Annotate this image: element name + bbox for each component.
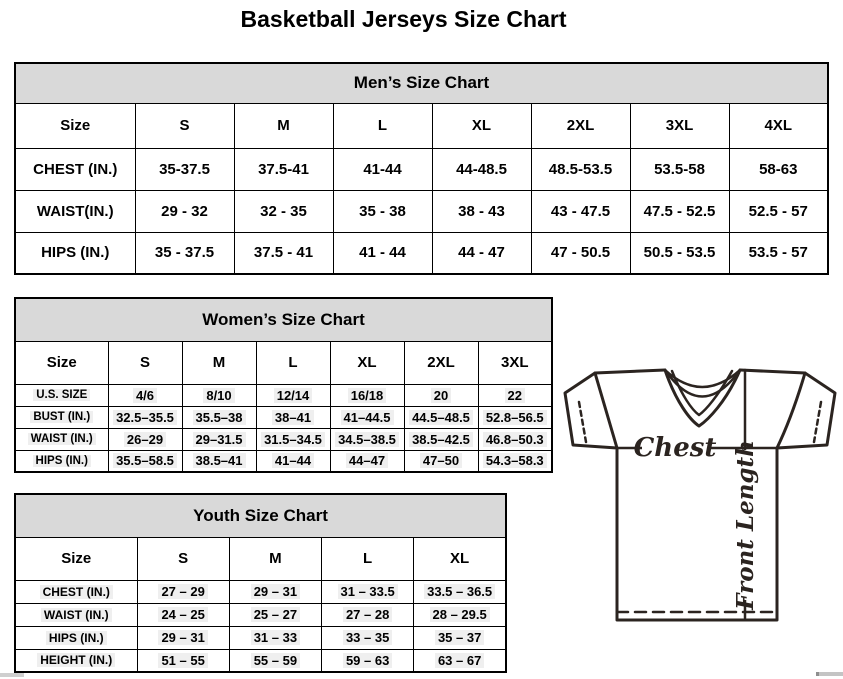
women-column-header: L bbox=[256, 341, 330, 384]
size-value: 29 - 32 bbox=[161, 202, 208, 220]
size-value: 35 – 37 bbox=[435, 630, 484, 645]
row-label-cell bbox=[15, 148, 135, 190]
size-value-cell bbox=[478, 384, 552, 406]
size-value: 28 – 29.5 bbox=[430, 607, 490, 622]
size-value-cell bbox=[330, 428, 404, 450]
women-column-header: S bbox=[108, 341, 182, 384]
size-value-cell bbox=[630, 148, 729, 190]
youth-column-header: M bbox=[229, 537, 321, 580]
men-column-header: 4XL bbox=[729, 103, 828, 148]
mens-size-chart-table bbox=[14, 62, 829, 275]
size-value: 12/14 bbox=[274, 388, 313, 403]
size-value: 38–41 bbox=[272, 410, 314, 425]
sleeve-stitch-left bbox=[579, 402, 586, 442]
youth-size-chart-table bbox=[14, 493, 507, 673]
youth-column-header: S bbox=[137, 537, 229, 580]
size-value: 41-44 bbox=[363, 160, 402, 178]
men-column-header: S bbox=[135, 103, 234, 148]
size-value: 35 - 38 bbox=[359, 202, 406, 220]
size-value: 54.3–58.3 bbox=[483, 453, 547, 468]
size-value: 52.8–56.5 bbox=[483, 410, 547, 425]
size-value: 41–44 bbox=[272, 453, 314, 468]
size-value: 48.5-53.5 bbox=[548, 160, 613, 178]
table-row bbox=[15, 626, 506, 649]
size-value: 44-48.5 bbox=[456, 160, 507, 178]
size-value-cell bbox=[404, 384, 478, 406]
size-value: 25 – 27 bbox=[251, 607, 300, 622]
size-value-cell bbox=[478, 406, 552, 428]
size-value: 35.5–58.5 bbox=[113, 453, 177, 468]
size-value-cell bbox=[630, 190, 729, 232]
row-label: HIPS (IN.) bbox=[33, 455, 91, 467]
men-column-header: M bbox=[234, 103, 333, 148]
scrollbar-fragment-right bbox=[816, 672, 843, 676]
row-label: CHEST (IN.) bbox=[33, 160, 118, 178]
size-value: 35 - 37.5 bbox=[154, 244, 215, 262]
size-value: 35.5–38 bbox=[193, 410, 246, 425]
men-column-header: L bbox=[333, 103, 432, 148]
size-value-cell bbox=[182, 450, 256, 472]
size-value-cell bbox=[414, 603, 506, 626]
men-size-header: Size bbox=[15, 103, 135, 148]
size-value-cell bbox=[234, 190, 333, 232]
size-value: 38.5–42.5 bbox=[409, 432, 473, 447]
row-label-cell bbox=[15, 384, 108, 406]
size-value-cell bbox=[256, 406, 330, 428]
size-value-cell bbox=[137, 626, 229, 649]
size-value-cell bbox=[108, 384, 182, 406]
table-row bbox=[15, 406, 552, 428]
size-value: 63 – 67 bbox=[435, 653, 484, 668]
size-value-cell bbox=[404, 450, 478, 472]
size-value-cell bbox=[322, 649, 414, 672]
size-value: 27 – 29 bbox=[158, 584, 207, 599]
size-value: 44.5–48.5 bbox=[409, 410, 473, 425]
size-value-cell bbox=[478, 428, 552, 450]
table-row bbox=[15, 428, 552, 450]
size-value-cell bbox=[333, 148, 432, 190]
size-value: 29–31.5 bbox=[193, 432, 246, 447]
men-column-header: XL bbox=[432, 103, 531, 148]
size-value-cell bbox=[322, 626, 414, 649]
women-chart-title: Women’s Size Chart bbox=[15, 298, 552, 341]
size-value: 8/10 bbox=[203, 388, 234, 403]
youth-column-header: L bbox=[322, 537, 414, 580]
row-label: HIPS (IN.) bbox=[46, 631, 107, 645]
size-value-cell bbox=[531, 148, 630, 190]
size-value: 38 - 43 bbox=[458, 202, 505, 220]
women-size-header: Size bbox=[15, 341, 108, 384]
chest-label: Chest bbox=[633, 433, 717, 463]
row-label-cell bbox=[15, 626, 137, 649]
size-value-cell bbox=[432, 190, 531, 232]
size-value: 29 – 31 bbox=[251, 584, 300, 599]
youth-chart-title: Youth Size Chart bbox=[15, 494, 506, 537]
size-value-cell bbox=[182, 406, 256, 428]
size-value-cell bbox=[182, 384, 256, 406]
size-value: 53.5 - 57 bbox=[748, 244, 808, 262]
row-label-cell bbox=[15, 450, 108, 472]
size-value-cell bbox=[182, 428, 256, 450]
size-value: 58-63 bbox=[759, 160, 798, 178]
size-value-cell bbox=[229, 649, 321, 672]
size-value: 31 – 33.5 bbox=[338, 584, 398, 599]
armhole-seam-right bbox=[777, 373, 805, 448]
size-value-cell bbox=[432, 148, 531, 190]
men-column-header: 2XL bbox=[531, 103, 630, 148]
size-value-cell bbox=[333, 232, 432, 274]
size-value: 44 - 47 bbox=[458, 244, 505, 262]
jersey-measurement-diagram bbox=[558, 362, 842, 626]
table-row bbox=[15, 649, 506, 672]
size-value-cell bbox=[729, 190, 828, 232]
size-value-cell bbox=[729, 148, 828, 190]
size-value: 43 - 47.5 bbox=[550, 202, 611, 220]
row-label: CHEST (IN.) bbox=[40, 585, 113, 599]
table-row bbox=[15, 603, 506, 626]
size-value-cell bbox=[229, 603, 321, 626]
row-label: WAIST (IN.) bbox=[28, 433, 96, 445]
size-value: 59 – 63 bbox=[343, 653, 392, 668]
page-title: Basketball Jerseys Size Chart bbox=[240, 6, 567, 32]
sleeve-stitch-right bbox=[814, 402, 821, 442]
size-value: 37.5 - 41 bbox=[253, 244, 314, 262]
table-row bbox=[15, 384, 552, 406]
size-value-cell bbox=[256, 384, 330, 406]
size-value: 35-37.5 bbox=[159, 160, 210, 178]
size-value: 32.5–35.5 bbox=[113, 410, 177, 425]
size-value-cell bbox=[135, 232, 234, 274]
size-value-cell bbox=[135, 190, 234, 232]
size-value-cell bbox=[256, 450, 330, 472]
table-row bbox=[15, 580, 506, 603]
size-value: 27 – 28 bbox=[343, 607, 392, 622]
size-value-cell bbox=[108, 450, 182, 472]
size-value: 38.5–41 bbox=[193, 453, 246, 468]
size-value-cell bbox=[414, 649, 506, 672]
size-value-cell bbox=[234, 148, 333, 190]
size-value: 24 – 25 bbox=[158, 607, 207, 622]
row-label: WAIST (IN.) bbox=[41, 608, 112, 622]
scrollbar-fragment-left bbox=[0, 673, 24, 677]
size-value: 41 - 44 bbox=[359, 244, 406, 262]
women-column-header: 3XL bbox=[478, 341, 552, 384]
front-length-label: Front Length bbox=[732, 440, 759, 610]
size-value: 51 – 55 bbox=[158, 653, 207, 668]
size-value-cell bbox=[135, 148, 234, 190]
row-label: U.S. SIZE bbox=[33, 389, 90, 401]
size-value: 55 – 59 bbox=[251, 653, 300, 668]
row-label-cell bbox=[15, 190, 135, 232]
size-value: 37.5-41 bbox=[258, 160, 309, 178]
row-label-cell bbox=[15, 428, 108, 450]
size-value: 22 bbox=[505, 388, 525, 403]
size-value: 4/6 bbox=[133, 388, 157, 403]
size-value-cell bbox=[322, 580, 414, 603]
size-value-cell bbox=[322, 603, 414, 626]
size-value-cell bbox=[137, 649, 229, 672]
men-chart-title: Men’s Size Chart bbox=[15, 63, 828, 103]
size-value-cell bbox=[478, 450, 552, 472]
size-value-cell bbox=[256, 428, 330, 450]
size-value-cell bbox=[330, 384, 404, 406]
size-value: 52.5 - 57 bbox=[748, 202, 808, 220]
row-label-cell bbox=[15, 603, 137, 626]
size-value-cell bbox=[137, 603, 229, 626]
size-value-cell bbox=[330, 450, 404, 472]
size-value-cell bbox=[137, 580, 229, 603]
size-value: 47 - 50.5 bbox=[550, 244, 611, 262]
row-label: HIPS (IN.) bbox=[41, 244, 110, 262]
size-value-cell bbox=[404, 428, 478, 450]
size-value-cell bbox=[333, 190, 432, 232]
size-value-cell bbox=[234, 232, 333, 274]
size-value-cell bbox=[432, 232, 531, 274]
women-column-header: M bbox=[182, 341, 256, 384]
collar-v-inner bbox=[672, 371, 732, 415]
size-value: 47–50 bbox=[420, 453, 462, 468]
table-row bbox=[15, 232, 828, 274]
size-value-cell bbox=[229, 626, 321, 649]
size-value: 46.8–50.3 bbox=[483, 432, 547, 447]
row-label-cell bbox=[15, 649, 137, 672]
size-value: 26–29 bbox=[124, 432, 166, 447]
size-value-cell bbox=[531, 190, 630, 232]
row-label-cell bbox=[15, 232, 135, 274]
size-value: 16/18 bbox=[348, 388, 387, 403]
table-row bbox=[15, 190, 828, 232]
table-row bbox=[15, 450, 552, 472]
youth-size-header: Size bbox=[15, 537, 137, 580]
women-column-header: XL bbox=[330, 341, 404, 384]
size-value: 50.5 - 53.5 bbox=[643, 244, 716, 262]
youth-column-header: XL bbox=[414, 537, 506, 580]
size-value-cell bbox=[404, 406, 478, 428]
size-value-cell bbox=[414, 580, 506, 603]
row-label: WAIST(IN.) bbox=[36, 202, 114, 220]
size-value-cell bbox=[531, 232, 630, 274]
size-value: 20 bbox=[431, 388, 451, 403]
size-value-cell bbox=[630, 232, 729, 274]
row-label-cell bbox=[15, 580, 137, 603]
size-value-cell bbox=[108, 428, 182, 450]
size-value-cell bbox=[414, 626, 506, 649]
table-row bbox=[15, 148, 828, 190]
size-value: 29 – 31 bbox=[158, 630, 207, 645]
size-value: 33.5 – 36.5 bbox=[424, 584, 495, 599]
size-value-cell bbox=[729, 232, 828, 274]
size-value: 31 – 33 bbox=[251, 630, 300, 645]
row-label: BUST (IN.) bbox=[30, 411, 93, 423]
size-value: 47.5 - 52.5 bbox=[643, 202, 716, 220]
row-label: HEIGHT (IN.) bbox=[37, 653, 115, 667]
size-value: 34.5–38.5 bbox=[335, 432, 399, 447]
size-value: 32 - 35 bbox=[260, 202, 307, 220]
size-value: 44–47 bbox=[346, 453, 388, 468]
row-label-cell bbox=[15, 406, 108, 428]
size-value: 31.5–34.5 bbox=[261, 432, 325, 447]
armhole-seam-left bbox=[595, 373, 617, 448]
size-value-cell bbox=[330, 406, 404, 428]
size-value: 33 – 35 bbox=[343, 630, 392, 645]
womens-size-chart-table bbox=[14, 297, 553, 473]
size-value: 41–44.5 bbox=[341, 410, 394, 425]
size-value-cell bbox=[229, 580, 321, 603]
women-column-header: 2XL bbox=[404, 341, 478, 384]
size-value: 53.5-58 bbox=[654, 160, 705, 178]
men-column-header: 3XL bbox=[630, 103, 729, 148]
size-value-cell bbox=[108, 406, 182, 428]
